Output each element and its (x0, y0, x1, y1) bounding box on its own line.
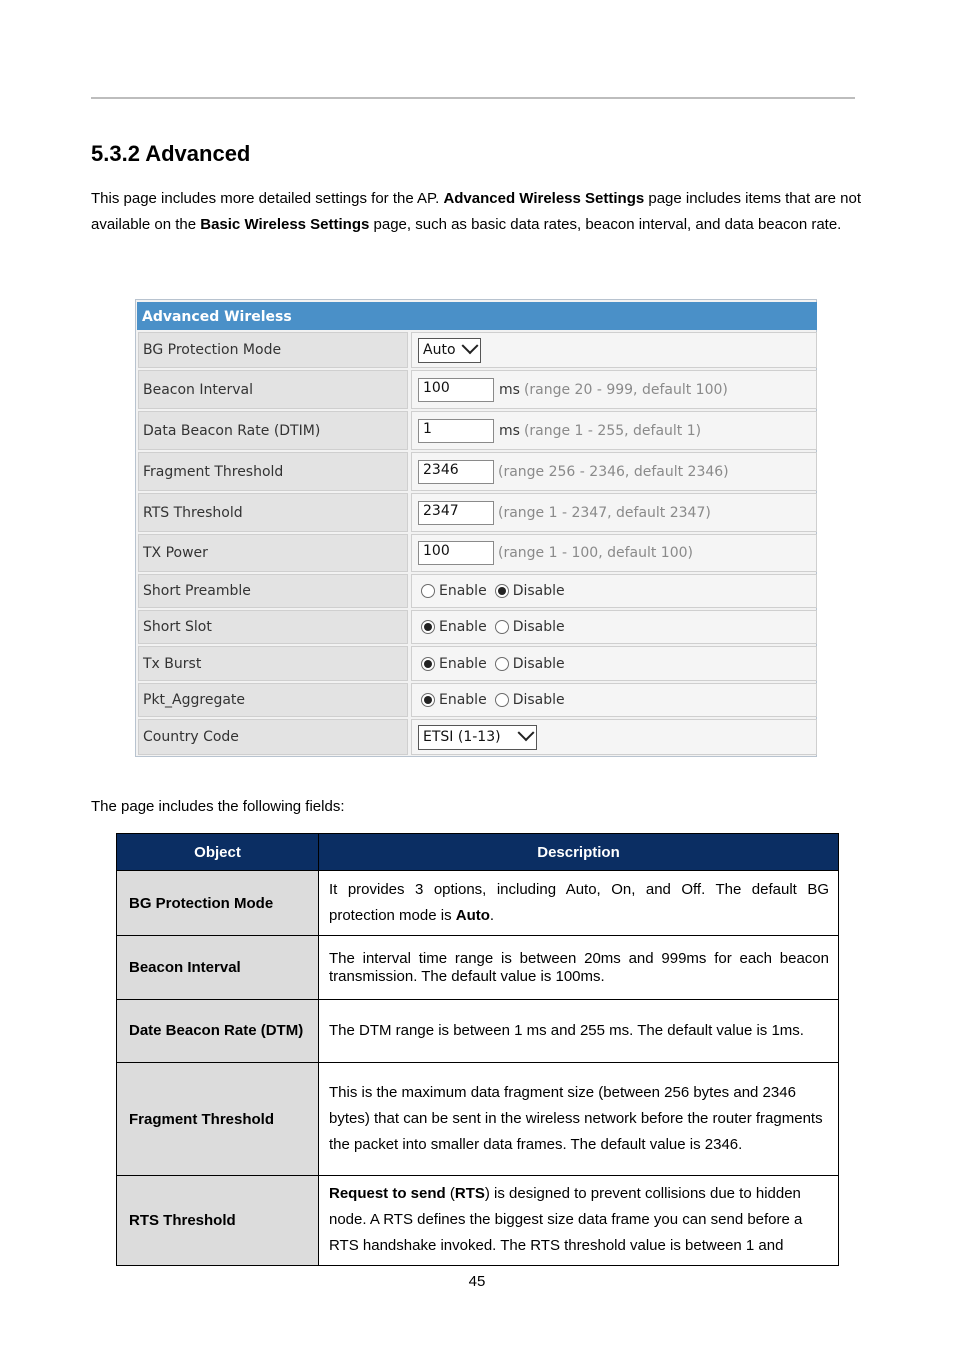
field-label: Tx Burst (138, 646, 408, 681)
table-row: BG Protection Mode It provides 3 options, including Auto, On, and Off. The default BG protection mode is Auto. (117, 871, 839, 936)
fields-table (116, 833, 839, 1266)
pkt-aggregate-enable-radio[interactable]: Enable (421, 692, 487, 708)
tx-power-input[interactable]: 100 (418, 541, 494, 565)
range-hint: (range 1 - 255, default 1) (523, 422, 702, 439)
header-rule (91, 97, 855, 99)
row-tx-burst (137, 646, 817, 681)
dtim-input[interactable]: 1 (418, 419, 494, 443)
field-label: Beacon Interval (138, 370, 408, 409)
table-row: Beacon Interval The interval time range is between 20ms and 999ms for each beacon transmission. The default value is 100ms. (117, 936, 839, 1000)
table-row: Date Beacon Rate (DTM) The DTM range is between 1 ms and 255 ms. The default value is 1ms. (117, 1000, 839, 1063)
field-label: Data Beacon Rate (DTIM) (138, 411, 408, 450)
intro-paragraph: This page includes more detailed settings for the AP. Advanced Wireless Settings page includes items that are not available on the Basic Wireless Settings page, such as basic data rates, beacon interval, and data beacon rate. (91, 190, 861, 233)
tx-burst-disable-radio[interactable]: Disable (495, 656, 565, 672)
short-preamble-enable-radio[interactable]: Enable (421, 583, 487, 599)
row-short-preamble (137, 574, 817, 608)
table-header-row (117, 834, 839, 871)
table-row: Fragment Threshold This is the maximum data fragment size (between 256 bytes and 2346 bytes) that can be sent in the wireless network before the router fragments the packet into smaller data frames. The default value is 2346. (117, 1063, 839, 1176)
section-title: 5.3.2 Advanced (91, 141, 251, 166)
header-object: Object (117, 834, 319, 871)
fields-intro: The page includes the following fields: (91, 798, 345, 815)
country-code-select[interactable]: ETSI (1-13) (418, 725, 537, 750)
field-label: RTS Threshold (138, 493, 408, 532)
row-short-slot (137, 610, 817, 644)
field-label: Country Code (138, 719, 408, 755)
chevron-down-icon (518, 724, 535, 741)
row-country-code (137, 719, 817, 755)
unit-label: ms (499, 381, 520, 398)
short-slot-enable-radio[interactable]: Enable (421, 619, 487, 635)
row-fragment-threshold (137, 452, 817, 491)
tx-burst-enable-radio[interactable]: Enable (421, 656, 487, 672)
field-label: Short Preamble (138, 574, 408, 608)
range-hint: (range 20 - 999, default 100) (523, 381, 728, 398)
short-preamble-disable-radio[interactable]: Disable (495, 583, 565, 599)
short-slot-disable-radio[interactable]: Disable (495, 619, 565, 635)
row-rts-threshold (137, 493, 817, 532)
row-bg-protection (137, 332, 817, 368)
panel-header: Advanced Wireless (137, 302, 817, 330)
beacon-interval-input[interactable]: 100 (418, 378, 494, 402)
header-description: Description (319, 834, 839, 871)
page-number: 45 (468, 1273, 486, 1290)
range-hint: (range 1 - 100, default 100) (498, 545, 693, 561)
row-dtim (137, 411, 817, 450)
range-hint: (range 256 - 2346, default 2346) (498, 463, 729, 480)
field-label: Short Slot (138, 610, 408, 644)
fragment-threshold-input[interactable]: 2346 (418, 460, 494, 484)
row-pkt-aggregate (137, 683, 817, 717)
field-label: Pkt_Aggregate (138, 683, 408, 717)
table-row: RTS Threshold Request to send (RTS) is designed to prevent collisions due to hidden node. A RTS defines the biggest size data frame you can send before a RTS handshake invoked. The RTS threshold value is between 1 and (117, 1176, 839, 1266)
bg-protection-select[interactable]: Auto (418, 338, 481, 363)
rts-threshold-input[interactable]: 2347 (418, 501, 494, 525)
field-label: TX Power (138, 534, 408, 572)
field-label: Fragment Threshold (138, 452, 408, 491)
field-label: BG Protection Mode (138, 332, 408, 368)
advanced-wireless-panel (135, 299, 817, 757)
row-tx-power (137, 534, 817, 572)
chevron-down-icon (461, 337, 478, 354)
pkt-aggregate-disable-radio[interactable]: Disable (495, 692, 565, 708)
row-beacon-interval (137, 370, 817, 409)
range-hint: (range 1 - 2347, default 2347) (498, 504, 711, 521)
unit-label: ms (499, 422, 520, 439)
